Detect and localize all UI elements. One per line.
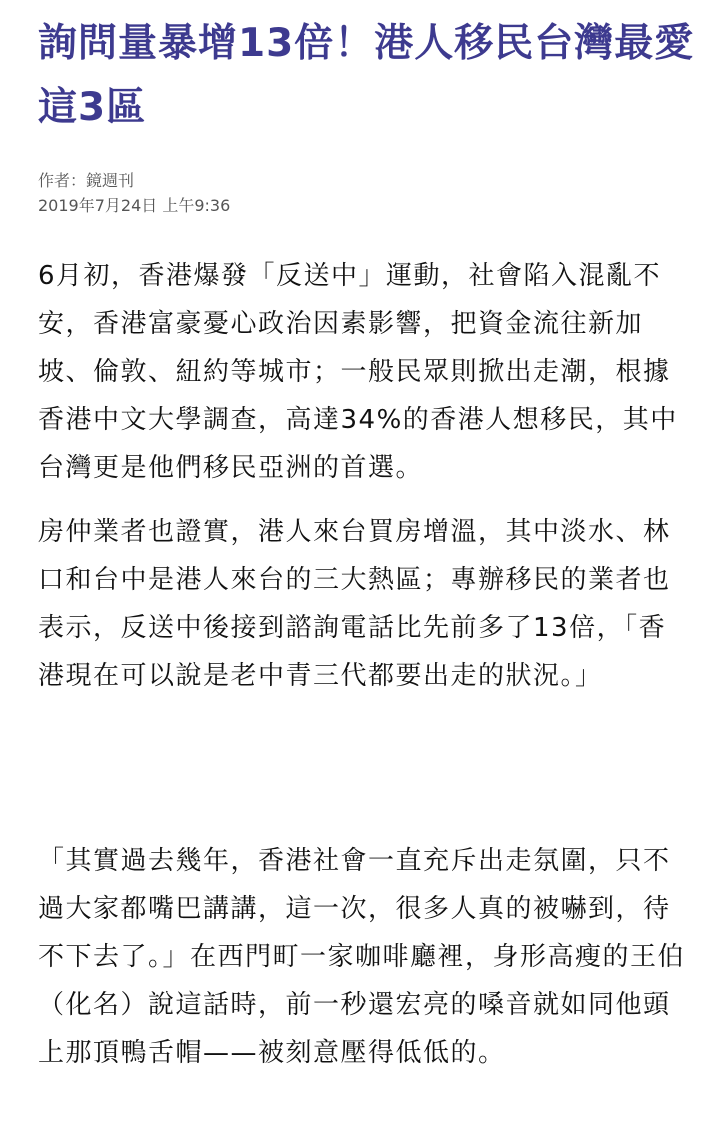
article-date: 2019年7月24日 上午9:36 (38, 196, 231, 215)
article-paragraph-3: 「其實過去幾年，香港社會一直充斥出走氛圍，只不過大家都嘴巴講講，這一次，很多人真的被嚇到，待不下去了。」在西門町一家咖啡廳裡，身形高瘦的王伯（化名）說這話時，前一秒還宏亮的嗓音就如同他頭上那頂鴨舌帽——被刻意壓得低低的。 (38, 846, 686, 1068)
article-paragraph-2: 房仲業者也證實，港人來台買房增溫，其中淡水、林口和台中是港人來台的三大熱區；專辦移民的業者也表示，反送中後接到諮詢電話比先前多了13倍，「香港現在可以說是老中青三代都要出走的狀況。」 (38, 517, 671, 691)
article-author: 作者：鏡週刊 (38, 171, 135, 190)
article-headline: 詢問量暴增13倍！港人移民台灣最愛這3區 (38, 21, 695, 130)
article-meta (38, 168, 230, 218)
article-paragraph-1: 6月初，香港爆發「反送中」運動，社會陷入混亂不安，香港富豪憂心政治因素影響，把資金流往新加坡、倫敦、紐約等城市；一般民眾則掀出走潮，根據香港中文大學調查，高達34%的香港人想移民，其中台灣更是他們移民亞洲的首選。 (38, 261, 678, 483)
